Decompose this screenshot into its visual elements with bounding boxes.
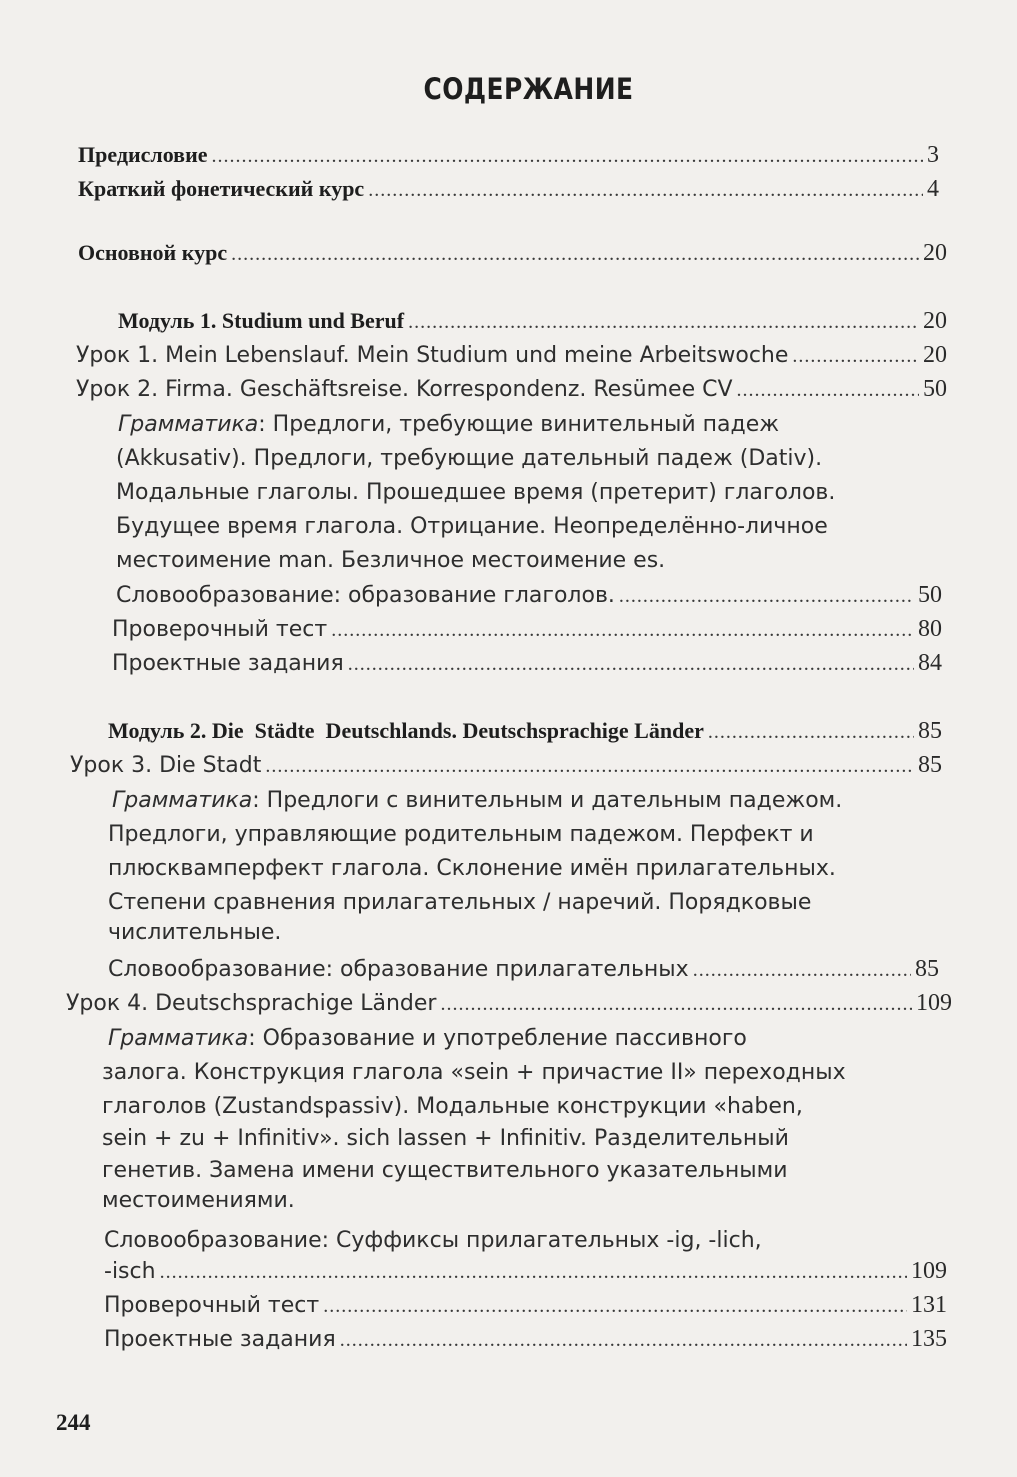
dot-leader — [160, 1261, 907, 1284]
grammar-line: числительные. — [108, 920, 282, 945]
grammar-line: залога. Конструкция глагола «sein + причастие II» переходных — [102, 1060, 846, 1085]
toc-subentry[interactable] — [112, 616, 942, 643]
toc-entry-label: Проверочный тест — [104, 1293, 320, 1318]
dot-leader — [792, 345, 919, 368]
dot-leader — [212, 145, 923, 168]
toc-entry-page: 85 — [918, 718, 942, 744]
grammar-line: Предлоги, управляющие родительным падежом. Перфект и — [108, 822, 814, 847]
toc-lesson-entry[interactable] — [76, 342, 947, 369]
grammar-line: Будущее время глагола. Отрицание. Неопределённо-личное — [116, 514, 828, 539]
toc-entry-page: 84 — [918, 650, 942, 676]
toc-subentry[interactable] — [104, 1326, 947, 1353]
toc-entry-label: Словообразование: образование прилагательных — [108, 957, 689, 982]
dot-leader — [408, 311, 919, 334]
toc-entry-page: 80 — [918, 616, 942, 642]
toc-entry-page: 20 — [923, 308, 947, 334]
dot-leader — [440, 993, 912, 1016]
toc-subentry[interactable] — [112, 650, 942, 677]
dot-leader — [619, 585, 914, 608]
toc-lesson-entry[interactable] — [66, 990, 952, 1017]
toc-lesson-entry[interactable] — [76, 376, 947, 403]
dot-leader — [340, 1329, 907, 1352]
toc-entry-label: Проектные задания — [112, 651, 344, 676]
toc-entry-label: Словообразование: образование глаголов. — [116, 583, 615, 608]
toc-entry-page: 135 — [911, 1326, 947, 1352]
dot-leader — [265, 755, 914, 778]
grammar-line: Грамматика: Предлоги, требующие винительный падеж — [118, 412, 780, 437]
grammar-line: Грамматика: Образование и употребление пассивного — [108, 1026, 747, 1051]
dot-leader — [693, 959, 911, 982]
dot-leader — [737, 379, 919, 402]
grammar-line: Грамматика: Предлоги с винительным и дательным падежом. — [112, 788, 843, 813]
grammar-line: sein + zu + Infinitiv». sich lassen + Infinitiv. Разделительный — [102, 1126, 789, 1151]
toc-entry-page: 20 — [923, 342, 947, 368]
toc-module-entry[interactable] — [108, 718, 942, 745]
toc-entry-label: Урок 3. Die Stadt — [70, 753, 262, 778]
toc-entry-label: Краткий фонетический курс — [78, 176, 365, 201]
toc-subentry[interactable] — [116, 582, 942, 609]
page-title: СОДЕРЖАНИЕ — [423, 72, 634, 106]
grammar-line: Модальные глаголы. Прошедшее время (претерит) глаголов. — [116, 480, 836, 505]
grammar-line: глаголов (Zustandspassiv). Модальные конструкции «haben, — [102, 1094, 803, 1119]
toc-entry[interactable] — [78, 142, 939, 169]
toc-entry-label: -isch — [104, 1259, 156, 1284]
toc-subentry[interactable] — [104, 1292, 947, 1319]
grammar-line: местоимение man. Безличное местоимение es. — [116, 548, 666, 573]
toc-subentry[interactable] — [104, 1258, 947, 1285]
toc-entry-page: 20 — [923, 240, 947, 266]
toc-entry-page: 85 — [915, 956, 939, 982]
toc-entry-page: 109 — [916, 990, 952, 1016]
grammar-line: (Akkusativ). Предлоги, требующие дательный падеж (Dativ). — [116, 446, 823, 471]
dot-leader — [331, 619, 914, 642]
toc-entry-page: 85 — [918, 752, 942, 778]
toc-lesson-entry[interactable] — [70, 752, 942, 779]
dot-leader — [323, 1295, 907, 1318]
page-number: 244 — [56, 1410, 91, 1435]
toc-entry-label: Модуль 2. Die Städte Deutschlands. Deutschsprachige Länder — [108, 718, 704, 743]
toc-entry-page: 109 — [911, 1258, 947, 1284]
toc-entry-label: Урок 4. Deutschsprachige Länder — [66, 991, 437, 1016]
toc-entry-label: Предисловие — [78, 142, 208, 167]
toc-subentry[interactable] — [108, 956, 939, 983]
toc-entry-page: 50 — [923, 376, 947, 402]
wordformation-line: Словообразование: Суффиксы прилагательных -ig, -lich, — [104, 1228, 762, 1253]
dot-leader — [368, 179, 923, 202]
grammar-label: Грамматика — [118, 412, 259, 437]
toc-entry-page: 131 — [911, 1292, 947, 1318]
grammar-label: Грамматика — [112, 788, 253, 813]
dot-leader — [231, 243, 919, 266]
grammar-line: Степени сравнения прилагательных / наречий. Порядковые — [108, 890, 812, 915]
grammar-line: генетив. Замена имени существительного указательными — [102, 1158, 788, 1183]
dot-leader — [708, 721, 914, 744]
toc-entry-label: Основной курс — [78, 240, 228, 265]
toc-entry[interactable] — [78, 176, 939, 203]
toc-entry-page: 50 — [918, 582, 942, 608]
grammar-line: местоимениями. — [102, 1188, 295, 1213]
toc-entry-label: Урок 2. Firma. Geschäftsreise. Korrespondenz. Resümee CV — [76, 377, 733, 402]
dot-leader — [348, 653, 914, 676]
toc-entry-label: Проектные задания — [104, 1327, 336, 1352]
toc-entry-label: Проверочный тест — [112, 617, 328, 642]
toc-entry-label: Урок 1. Mein Lebenslauf. Mein Studium und meine Arbeitswoche — [76, 343, 789, 368]
toc-module-entry[interactable] — [118, 308, 947, 335]
toc-entry-label: Модуль 1. Studium und Beruf — [118, 308, 405, 333]
toc-entry-page: 4 — [927, 176, 939, 202]
grammar-label: Грамматика — [108, 1026, 249, 1051]
grammar-line: плюсквамперфект глагола. Склонение имён прилагательных. — [108, 856, 836, 881]
toc-entry-page: 3 — [927, 142, 939, 168]
toc-entry[interactable] — [78, 240, 947, 267]
